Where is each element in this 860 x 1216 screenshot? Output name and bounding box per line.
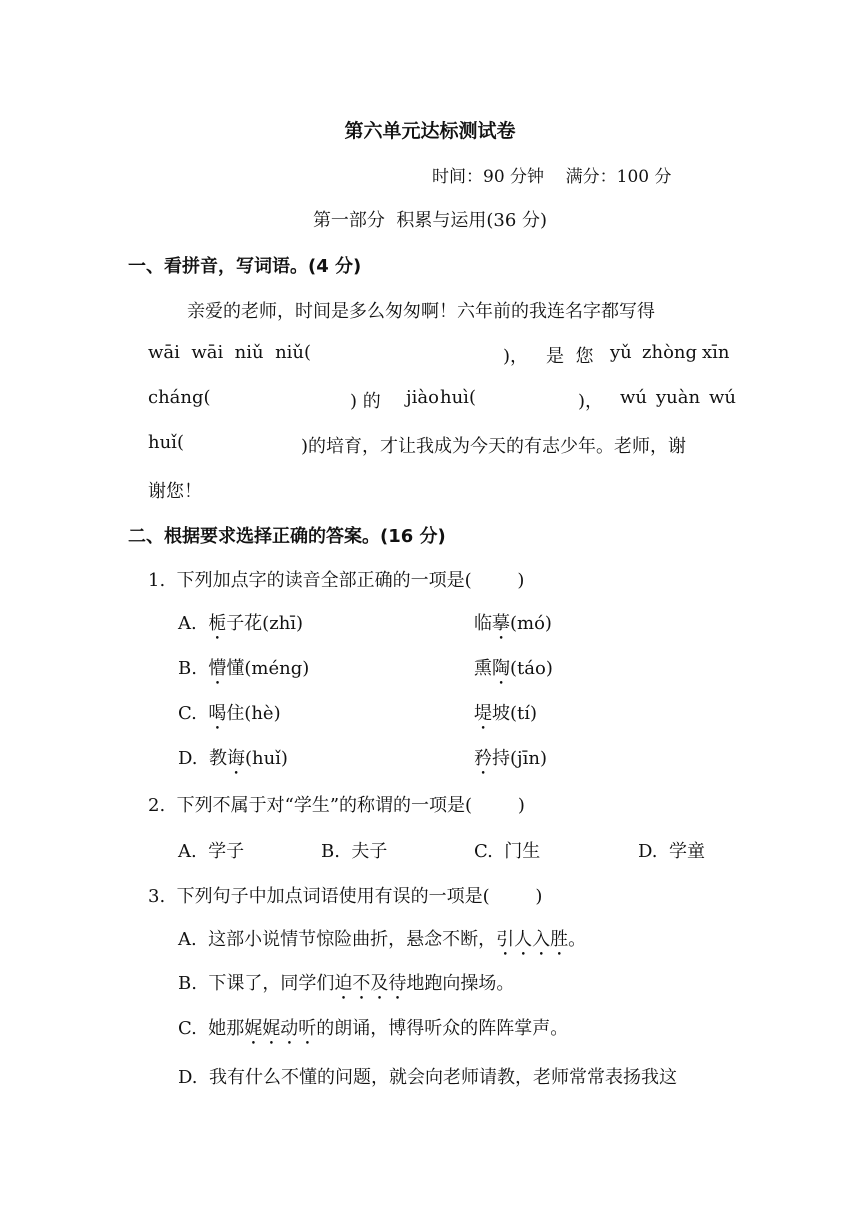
q1-option-d-right: 矜持(jīn) xyxy=(474,748,547,769)
section1-line4 xyxy=(148,432,734,458)
pinyin-chang: cháng( xyxy=(148,387,211,408)
q1-option-a-right: 临摹(mó) xyxy=(474,613,552,634)
pinyin-xin: xīn xyxy=(702,342,730,363)
q3-option-d: D. 我有什么不懂的问题，就会向老师请教，老师常常表扬我这 xyxy=(178,1067,677,1088)
q1-option-c: C. 喝住(hè) xyxy=(178,703,281,724)
section2-heading: 二、根据要求选择正确的答案。(16 分) xyxy=(128,526,446,547)
pinyin-jiao: jiào xyxy=(406,387,439,408)
q1-option-b: B. 懵懂(méng) xyxy=(178,658,310,679)
q2-stem: 2. 下列不属于对“学生”的称谓的一项是( ) xyxy=(148,795,525,816)
q1-option-a: A. 栀子花(zhī) xyxy=(178,613,304,634)
q2-option-d: D. 学童 xyxy=(638,841,705,862)
page-title: 第六单元达标测试卷 xyxy=(344,120,516,142)
q3-option-a: A. 这部小说情节惊险曲折，悬念不断，引人入胜。 xyxy=(178,929,587,950)
section1-line3 xyxy=(148,387,734,413)
pinyin-yu: yǔ xyxy=(610,342,632,363)
section1-line2 xyxy=(148,342,734,368)
q3-option-b: B. 下课了，同学们迫不及待地跑向操场。 xyxy=(178,973,515,994)
bracket-close: )， xyxy=(503,346,529,367)
section1-line1: 亲爱的老师，时间是多么匆匆啊！六年前的我连名字都写得 xyxy=(187,301,655,322)
q3-option-c: C. 她那娓娓动听的朗诵，博得听众的阵阵掌声。 xyxy=(178,1018,569,1039)
section1-line5: 谢您！ xyxy=(148,481,202,502)
part-one-heading: 第一部分 积累与运用(36 分) xyxy=(312,210,548,231)
text-peiyu: )的培育，才让我成为今天的有志少年。老师，谢 xyxy=(301,436,687,457)
text-shi-nin: 是 您 xyxy=(546,346,594,367)
pinyin-wai-wai-niu-niu: wāi wāi niǔ niǔ( xyxy=(148,342,312,363)
q2-option-c: C. 门生 xyxy=(474,841,541,862)
q1-option-b-right: 熏陶(táo) xyxy=(474,658,553,679)
bracket-close-2: )， xyxy=(578,391,604,412)
text-de: ) 的 xyxy=(350,391,381,412)
pinyin-wu-2: wú xyxy=(709,387,736,408)
pinyin-wu-1: wú xyxy=(620,387,647,408)
pinyin-hui-3: huǐ( xyxy=(148,432,184,453)
pinyin-hui: huì( xyxy=(440,387,476,408)
q2-option-b: B. 夫子 xyxy=(321,841,388,862)
time-info: 时间：90 分钟 满分：100 分 xyxy=(432,167,672,187)
pinyin-zhong: zhòng xyxy=(642,342,698,363)
pinyin-yuan: yuàn xyxy=(656,387,701,408)
section1-heading: 一、看拼音，写词语。(4 分) xyxy=(128,256,362,277)
q1-option-d: D. 教诲(huǐ) xyxy=(178,748,288,769)
q1-option-c-right: 堤坡(tí) xyxy=(474,703,538,724)
q3-stem: 3. 下列句子中加点词语使用有误的一项是( ) xyxy=(148,886,543,907)
q2-option-a: A. 学子 xyxy=(178,841,245,862)
q1-stem: 1. 下列加点字的读音全部正确的一项是( ) xyxy=(148,570,525,591)
